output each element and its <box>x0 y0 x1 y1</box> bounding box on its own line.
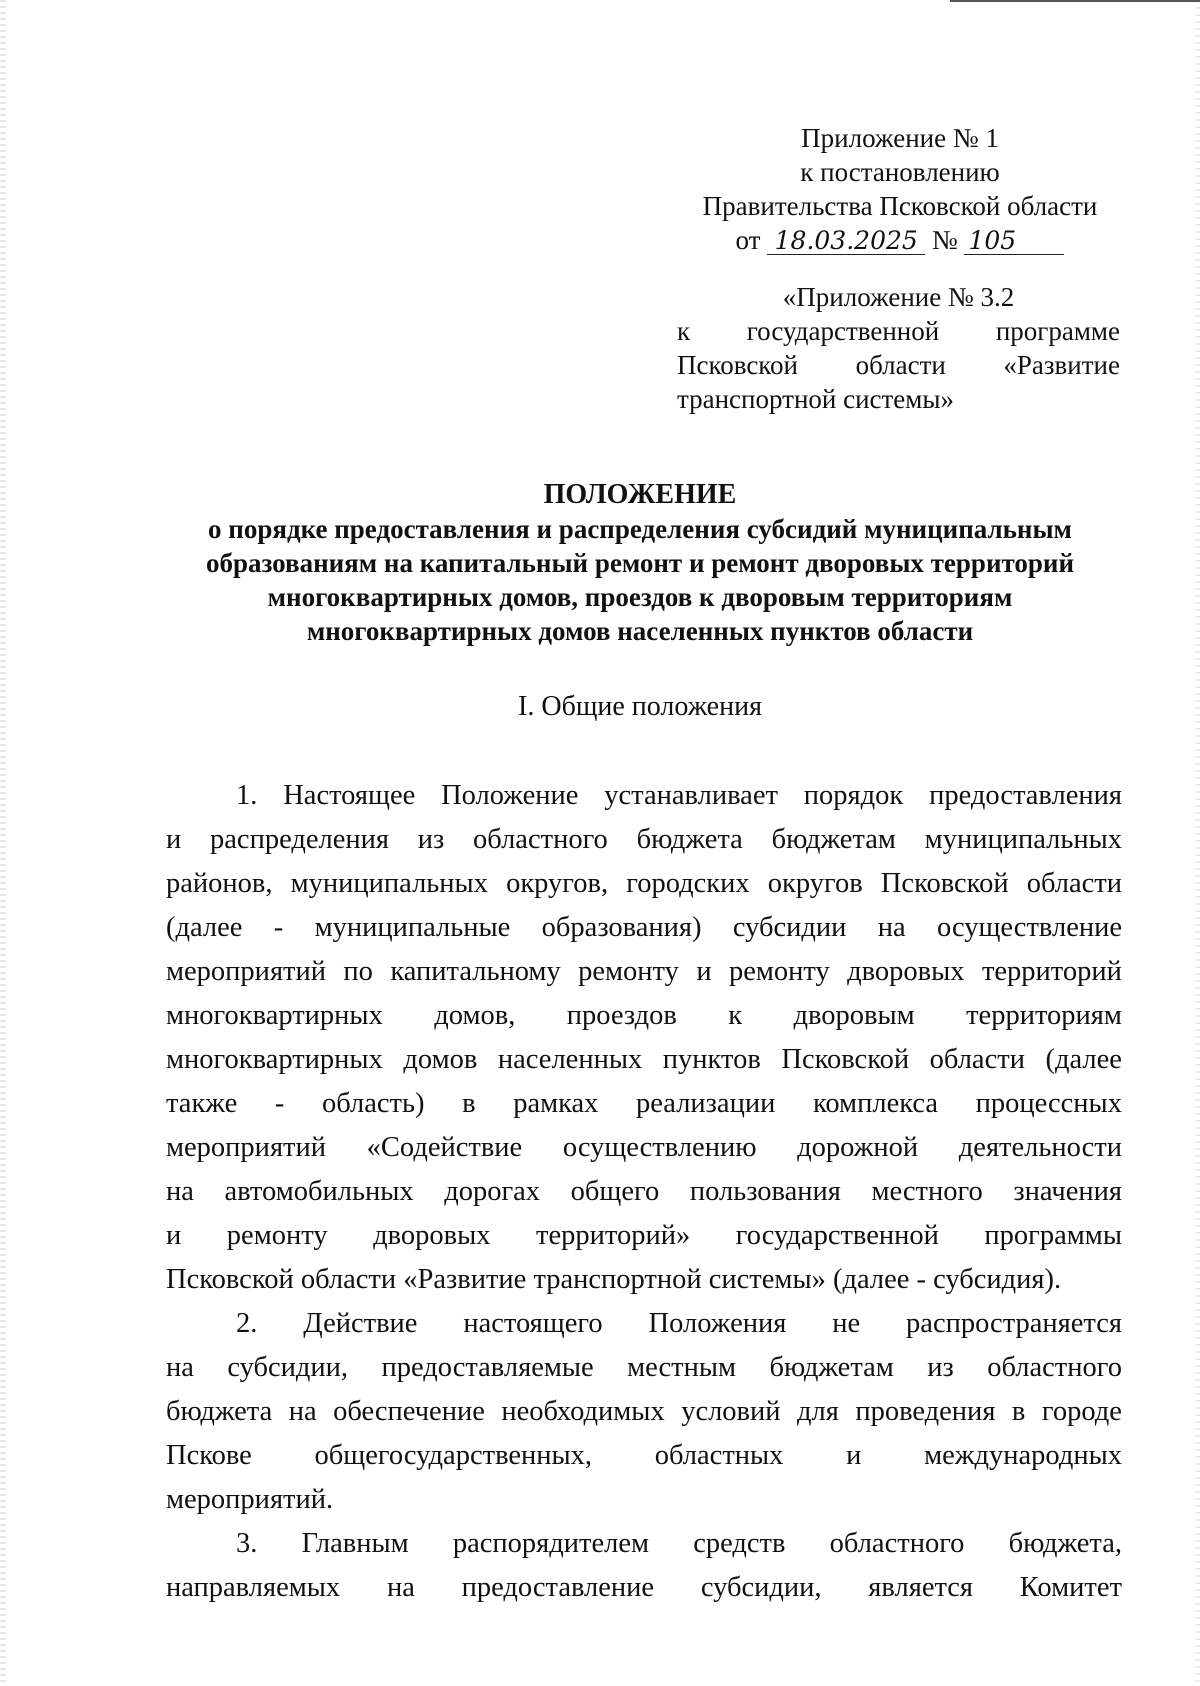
word: Главным <box>301 1528 409 1559</box>
word: реализации <box>636 1088 776 1119</box>
word: 3. <box>236 1528 258 1559</box>
word: государственной <box>735 1220 939 1251</box>
word: ремонту <box>728 956 830 987</box>
word: «Развитие <box>1003 350 1120 380</box>
paragraph-line <box>166 1522 1122 1566</box>
word: в <box>1011 1396 1026 1427</box>
word: округов <box>767 868 863 899</box>
word: домов, <box>434 1000 516 1031</box>
paragraph-line <box>166 862 1122 906</box>
word: к <box>728 1000 743 1031</box>
paragraph-line <box>166 906 1122 950</box>
approval-line-3: Правительства Псковской области <box>702 191 1098 221</box>
paragraph-line <box>166 1478 1122 1522</box>
word: программы <box>984 1220 1122 1251</box>
word: на <box>386 1572 415 1603</box>
word: 1. <box>236 780 258 811</box>
paragraph-line <box>166 1214 1122 1258</box>
word: устанавливает <box>604 780 778 811</box>
word: общегосударственных, <box>314 1440 593 1471</box>
word: населенных <box>497 1044 643 1075</box>
approval-block <box>690 121 1110 257</box>
appendix-block <box>677 280 1120 416</box>
word: Настоящее <box>283 780 416 811</box>
appendix-title: «Приложение № 3.2 <box>782 282 1015 312</box>
word: многоквартирных <box>166 1044 383 1075</box>
approval-line-2: к постановлению <box>800 157 1000 187</box>
word: местного <box>871 1176 983 1207</box>
word: осуществлению <box>562 1132 757 1163</box>
word: мероприятий. <box>166 1484 334 1515</box>
approval-number: 105 <box>964 228 1064 255</box>
heading-line: о порядке предоставления и распределения субсидий муниципальным <box>208 514 1072 544</box>
word: субсидии <box>732 912 847 943</box>
approval-from-label: от <box>735 225 761 255</box>
word: бюджета <box>166 1396 273 1427</box>
word: распределения <box>210 824 389 855</box>
word: рамках <box>513 1088 599 1119</box>
word: (далее <box>166 912 243 943</box>
paragraph-line <box>166 1302 1122 1346</box>
section-title: I. Общие положения <box>518 691 762 722</box>
body-text <box>166 774 1122 1610</box>
word: областного <box>829 1528 965 1559</box>
heading-line: многоквартирных домов, проездов к дворовым территориям <box>267 582 1013 612</box>
word: областного <box>473 824 608 855</box>
word: территорий <box>981 956 1122 987</box>
word: (далее <box>1045 1044 1122 1075</box>
paragraph-line <box>166 1434 1122 1478</box>
appendix-line-2 <box>677 314 1120 348</box>
paragraph-line <box>166 994 1122 1038</box>
word: предоставление <box>461 1572 655 1603</box>
paragraph-line <box>166 950 1122 994</box>
word: комплекса <box>812 1088 939 1119</box>
scan-edge-right <box>1195 0 1200 1686</box>
word: дорожной <box>797 1132 919 1163</box>
word: необходимых <box>501 1396 665 1427</box>
word: территориям <box>966 1000 1122 1031</box>
word: домов <box>403 1044 478 1075</box>
word: субсидии, <box>227 1352 349 1383</box>
word: из <box>927 1352 954 1383</box>
word: областных <box>654 1440 784 1471</box>
word: пользования <box>689 1176 841 1207</box>
word: проведения <box>855 1396 996 1427</box>
paragraph-line <box>166 1390 1122 1434</box>
word: направляемых <box>166 1572 341 1603</box>
word: городских <box>626 868 750 899</box>
paragraph-line <box>166 1170 1122 1214</box>
paragraph-line <box>166 774 1122 818</box>
word: значения <box>1013 1176 1122 1207</box>
word: деятельности <box>958 1132 1122 1163</box>
word: «Содействие <box>366 1132 523 1163</box>
word: мероприятий <box>166 1132 327 1163</box>
word: - <box>274 1088 285 1119</box>
heading-line: многоквартирных домов населенных пунктов области <box>306 616 974 646</box>
word: общего <box>570 1176 660 1207</box>
approval-number-sign: № <box>931 225 958 255</box>
word: дворовых <box>847 956 965 987</box>
word: пунктов <box>662 1044 761 1075</box>
word: настоящего <box>463 1308 603 1339</box>
word: мероприятий <box>166 956 327 987</box>
paragraph-line <box>166 1258 1122 1302</box>
approval-date-line <box>690 223 1110 257</box>
paragraph-line <box>166 818 1122 862</box>
document-title: ПОЛОЖЕНИЕ <box>543 479 737 510</box>
word: порядок <box>803 780 904 811</box>
word: субсидии, <box>700 1572 822 1603</box>
word: и <box>166 824 182 855</box>
heading-line: образованиям на капитальный ремонт и ремонт дворовых территорий <box>205 548 1075 578</box>
word: бюджетам <box>771 824 896 855</box>
word: Комитет <box>1019 1572 1122 1603</box>
word: Псковской области «Развитие транспортной системы» (далее - субсидия). <box>166 1264 1062 1295</box>
word: автомобильных <box>224 1176 414 1207</box>
word: и <box>696 956 712 987</box>
word: в <box>462 1088 476 1119</box>
word: проездов <box>566 1000 677 1031</box>
word: территорий» <box>536 1220 691 1251</box>
paragraph-line <box>166 1346 1122 1390</box>
word: области <box>1026 868 1122 899</box>
word: областного <box>987 1352 1122 1383</box>
paragraph-line <box>166 1082 1122 1126</box>
word: 2. <box>236 1308 258 1339</box>
word: государственной <box>746 316 940 346</box>
word: области <box>929 1044 1025 1075</box>
word: Псковской <box>880 868 1009 899</box>
word: процессных <box>975 1088 1122 1119</box>
word: программе <box>995 316 1120 346</box>
word: многоквартирных <box>166 1000 383 1031</box>
word: к <box>677 316 691 346</box>
word: ремонту <box>578 956 679 987</box>
word: обеспечение <box>333 1396 485 1427</box>
paragraph-line <box>166 1566 1122 1610</box>
word: на <box>166 1176 194 1207</box>
word: капитальному <box>390 956 561 987</box>
word: бюджета, <box>1008 1528 1122 1559</box>
word: для <box>797 1396 839 1427</box>
word: дворовых <box>373 1220 491 1251</box>
word: и <box>166 1220 182 1251</box>
word: - <box>273 912 284 943</box>
word: местным <box>627 1352 737 1383</box>
word: районов, <box>166 868 273 899</box>
scan-top-line <box>950 0 1200 2</box>
word: муниципальные <box>314 912 511 943</box>
appendix-line-4: транспортной системы» <box>677 384 955 414</box>
word: распространяется <box>906 1308 1122 1339</box>
word: на <box>877 912 906 943</box>
word: городе <box>1041 1396 1122 1427</box>
word: не <box>832 1308 861 1339</box>
word: Псковской <box>781 1044 910 1075</box>
scan-edge-left <box>0 0 6 1686</box>
approval-line-1: Приложение № 1 <box>801 123 999 153</box>
word: Действие <box>303 1308 418 1339</box>
paragraph-line <box>166 1126 1122 1170</box>
word: муниципальных <box>924 824 1122 855</box>
word: область) <box>321 1088 425 1119</box>
word: на <box>288 1396 317 1427</box>
word: международных <box>924 1440 1122 1471</box>
word: муниципальных <box>290 868 488 899</box>
word: Пскове <box>166 1440 252 1471</box>
word: дворовым <box>793 1000 915 1031</box>
word: предоставления <box>929 780 1122 811</box>
word: образования) <box>541 912 702 943</box>
word: округов, <box>506 868 609 899</box>
appendix-line-3 <box>677 348 1120 382</box>
word: условий <box>681 1396 781 1427</box>
word: и <box>846 1440 862 1471</box>
paragraph-line <box>166 1038 1122 1082</box>
word: распорядителем <box>452 1528 650 1559</box>
word: ремонту <box>226 1220 328 1251</box>
document-heading <box>140 478 1140 648</box>
word: средств <box>693 1528 786 1559</box>
word: Псковской <box>677 350 798 380</box>
word: бюджета <box>636 824 743 855</box>
word: Положения <box>648 1308 787 1339</box>
approval-date: 18.03.2025 <box>767 228 925 255</box>
word: осуществление <box>937 912 1122 943</box>
word: на <box>166 1352 194 1383</box>
word: бюджетам <box>769 1352 894 1383</box>
word: предоставляемые <box>381 1352 594 1383</box>
word: также <box>166 1088 238 1119</box>
word: по <box>343 956 373 987</box>
word: Положение <box>441 780 579 811</box>
word: дорогах <box>444 1176 541 1207</box>
word: области <box>855 350 946 380</box>
word: из <box>417 824 445 855</box>
word: является <box>868 1572 974 1603</box>
